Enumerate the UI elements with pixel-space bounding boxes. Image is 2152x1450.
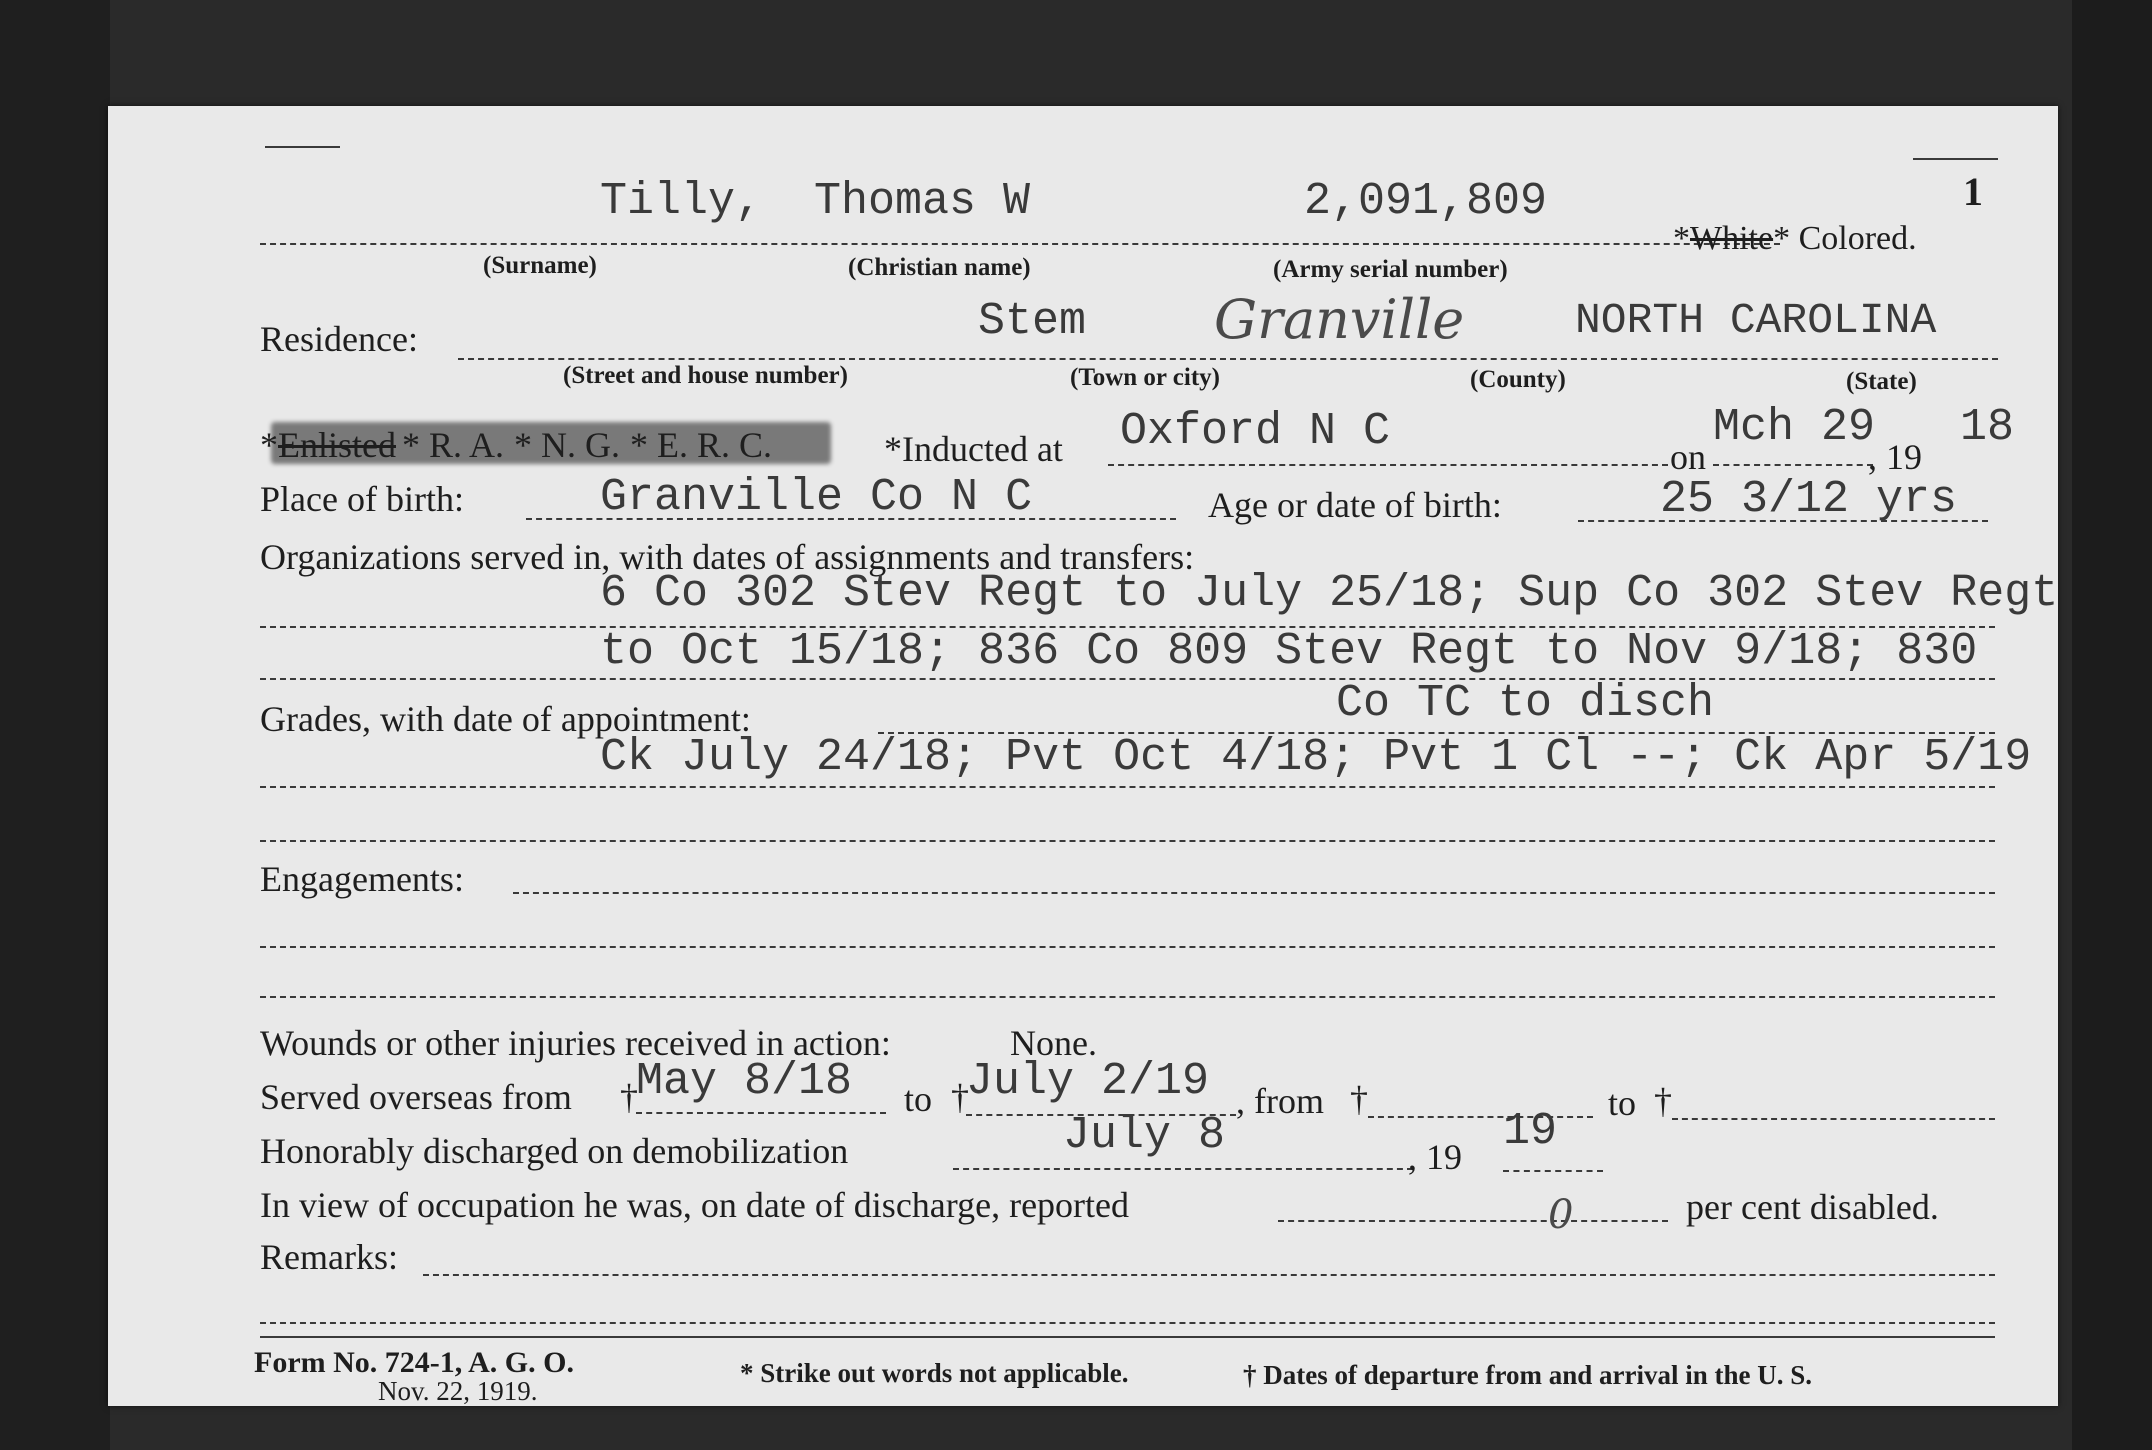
- top-right-rule: [1913, 158, 1998, 160]
- age-line: [1578, 520, 1988, 522]
- enlisted-struck: Enlisted: [278, 425, 396, 465]
- disability-label: In view of occupation he was, on date of discharge, reported: [260, 1185, 1130, 1225]
- on-label: on: [1670, 437, 1706, 477]
- inducted-place-value: Oxford N C: [1120, 406, 1391, 457]
- name-line: [260, 243, 1780, 245]
- engagements-rule-3: [260, 996, 1995, 998]
- overseas-from-value: May 8/18: [636, 1056, 853, 1107]
- county-caption: (County): [1470, 366, 1566, 393]
- organizations-rule-2: [260, 678, 1995, 680]
- overseas-label: Served overseas from: [260, 1077, 572, 1117]
- scan-border-left: [0, 0, 110, 1450]
- serial-number-caption: (Army serial number): [1273, 256, 1508, 283]
- wounds-value: None.: [1010, 1023, 1097, 1063]
- remarks-rule-1: [423, 1274, 1995, 1276]
- place-of-birth-label: Place of birth:: [260, 479, 464, 519]
- engagements-rule-2: [260, 946, 1995, 948]
- residence-state-value: NORTH CAROLINA: [1575, 296, 1937, 345]
- organizations-line-3: Co TC to disch: [1336, 678, 1715, 729]
- christian-name-caption: (Christian name): [848, 254, 1031, 281]
- grades-line-1: Ck July 24/18; Pvt Oct 4/18; Pvt 1 Cl --; Ck Apr 5/19: [600, 732, 2032, 783]
- race-field: [1673, 220, 1917, 258]
- organizations-line-2: to Oct 15/18; 836 Co 809 Stev Regt to Nov 9/18; 830: [600, 626, 1978, 677]
- scan-border-right: [2072, 0, 2152, 1450]
- age-label: Age or date of birth:: [1208, 485, 1502, 525]
- remarks-rule-2: [260, 1322, 1995, 1324]
- race-white-struck: White: [1690, 220, 1774, 257]
- town-caption: (Town or city): [1070, 364, 1220, 391]
- inducted-year-prefix: , 19: [1868, 437, 1922, 477]
- footer-rule: [260, 1336, 1995, 1338]
- serial-number-value: 2,091,809: [1304, 176, 1548, 227]
- engagements-label: Engagements:: [260, 859, 464, 899]
- organizations-line-1: 6 Co 302 Stev Regt to July 25/18; Sup Co 302 Stev Regt: [600, 568, 2059, 619]
- discharge-date-value: July 8: [1063, 1110, 1226, 1161]
- street-caption: (Street and house number): [563, 362, 848, 389]
- age-value: 25 3/12 yrs: [1660, 474, 1958, 525]
- inducted-date-value: Mch 29: [1713, 402, 1876, 453]
- inducted-date-line: [1713, 464, 1873, 466]
- overseas-to2-line: [1672, 1118, 1995, 1120]
- overseas-to-value: July 2/19: [966, 1056, 1210, 1107]
- overseas-to2-label: to: [1608, 1083, 1637, 1123]
- place-of-birth-line: [526, 518, 1176, 520]
- discharge-label: Honorably discharged on demobilization: [260, 1131, 849, 1171]
- inducted-place-line: [1108, 464, 1668, 466]
- overseas-to-label: to: [904, 1079, 933, 1119]
- discharge-date-line: [953, 1168, 1413, 1170]
- service-record-card: 1 Tilly, Thomas W 2,091,809 *White* Colored. (Surname) (Christian name) (Army serial number) Residence: Stem Granville NORTH CAROLINA (Street and house number) (Town or city) (County) (State) *Enlisted * R. A. * N. G. * E. R. C. *Inducted at Oxford N C on Mch 29 , 19 18 Place of birth: Granville Co N C Age or date of birth: 25 3/12 yrs Organizations served in, with dates of assignments and transfers: 6 Co 302 Stev Regt to July 25/18; Sup Co 302 Stev Regt to Oct 15/18; 836 Co 809 Stev Regt to Nov 9/18; 830 Co TC to disch Grades, with date of appointment: Ck July 24/18; Pvt Oct 4/18; Pvt 1 Cl --; Ck Apr 5/19 Engagements: Wounds or other injuries received in action: None. Served overseas from † May 8/18 to † July 2/19 , from † to † Honorably discharged on demobilization July 8 , 19 19 In view of occupation he was, on date of discharge, reported 0 per cent disabled. Remarks: Form No. 724-1, A. G. O. Nov. 22, 1919. * Strike out words not applicable. † Dates of departure from and arrival in the U. S.: [108, 106, 2058, 1406]
- inducted-year-value: 18: [1960, 402, 2015, 453]
- discharge-year-value: 19: [1503, 1106, 1558, 1157]
- surname-value: Tilly,: [600, 176, 763, 227]
- race-prefix: *: [1673, 220, 1690, 257]
- residence-line: [458, 358, 1998, 360]
- form-number: Form No. 724-1, A. G. O.: [254, 1346, 574, 1379]
- discharge-year-line: [1503, 1170, 1603, 1172]
- overseas-from-line: [636, 1112, 886, 1114]
- disability-suffix: per cent disabled.: [1686, 1187, 1939, 1227]
- residence-town-value: Stem: [978, 296, 1087, 347]
- overseas-from2-label: , from: [1236, 1081, 1324, 1121]
- discharge-year-prefix: , 19: [1408, 1137, 1462, 1177]
- top-left-rule: [265, 146, 340, 148]
- place-of-birth-value: Granville Co N C: [600, 472, 1033, 523]
- service-type-options: *Enlisted * R. A. * N. G. * E. R. C.: [260, 425, 773, 465]
- grades-rule-2: [260, 786, 1995, 788]
- residence-label: Residence:: [260, 319, 418, 359]
- state-caption: (State): [1846, 368, 1917, 395]
- overseas-from2-line: [1368, 1116, 1593, 1118]
- inducted-at-label: *Inducted at: [884, 429, 1063, 469]
- engagements-rule-1: [513, 892, 1995, 894]
- form-date: Nov. 22, 1919.: [378, 1376, 538, 1406]
- christian-name-value: Thomas W: [814, 176, 1031, 227]
- organizations-label: Organizations served in, with dates of assignments and transfers:: [260, 537, 1195, 577]
- card-number: 1: [1963, 169, 1983, 214]
- residence-county-handwritten: Granville: [1214, 288, 1465, 351]
- surname-caption: (Surname): [483, 252, 597, 279]
- disability-line: [1278, 1220, 1668, 1222]
- strike-note: * Strike out words not applicable.: [740, 1358, 1129, 1388]
- wounds-label: Wounds or other injuries received in action:: [260, 1023, 891, 1063]
- remarks-label: Remarks:: [260, 1237, 398, 1277]
- dagger-note: † Dates of departure from and arrival in the U. S.: [1243, 1360, 1812, 1390]
- grades-rule-3: [260, 840, 1995, 842]
- grades-label: Grades, with date of appointment:: [260, 699, 751, 739]
- race-colored: * Colored.: [1773, 220, 1917, 257]
- disability-value: 0: [1548, 1192, 1574, 1238]
